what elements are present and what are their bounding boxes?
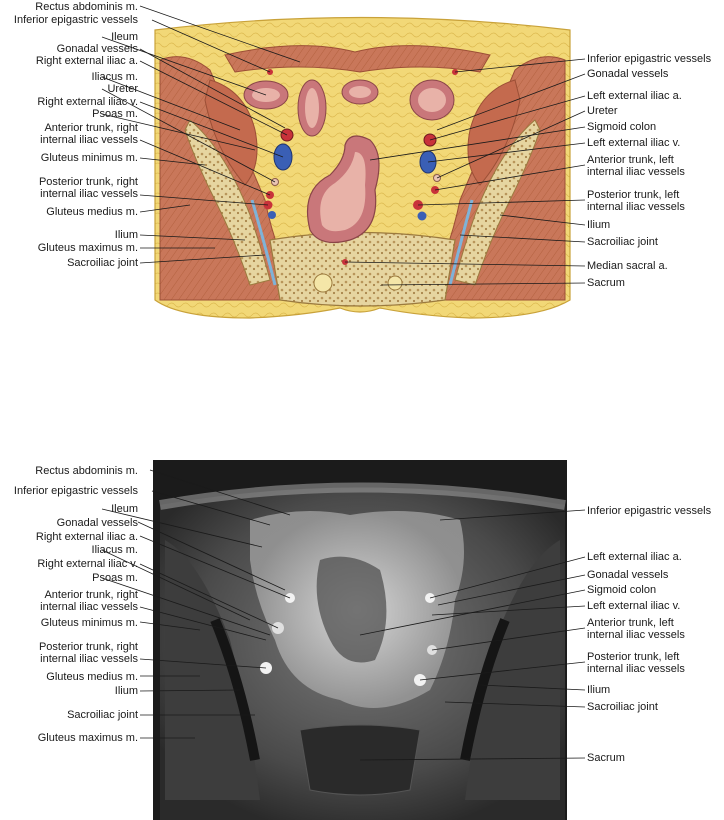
label-line: internal iliac vessels [587, 166, 685, 178]
label-rectus [35, 465, 138, 477]
label-l-ext-iliac-v [587, 600, 680, 612]
mri-left-labels [14, 465, 139, 744]
label-ant-trunk-r [40, 122, 138, 146]
mri-right-labels [587, 505, 712, 764]
label-r-ext-iliac-a [36, 55, 138, 67]
label-ilium [115, 685, 138, 697]
label-glut-min [41, 152, 138, 164]
label-ureter [107, 83, 138, 95]
mri-scan [14, 460, 712, 820]
label-post-trunk-r [39, 176, 139, 200]
label-line: Iliacus m. [91, 544, 138, 556]
label-sacrum [587, 752, 625, 764]
label-post-trunk-l [587, 189, 685, 213]
label-ant-trunk-l [587, 617, 685, 641]
label-line: Left external iliac v. [587, 600, 681, 612]
label-line: Gluteus minimus m. [40, 152, 138, 164]
label-line: Left external iliac v. [587, 137, 681, 149]
label-ureter-l [587, 105, 618, 117]
label-sigmoid [587, 584, 656, 596]
label-median-sacral [587, 260, 668, 272]
label-line: Right external iliac a. [35, 531, 138, 543]
label-line: Gonadal vessels [56, 517, 138, 529]
label-line: Psoas m. [92, 572, 138, 584]
label-line: Gonadal vessels [587, 68, 669, 80]
label-line: internal iliac vessels [40, 653, 138, 665]
label-line: Sacroiliac joint [67, 257, 138, 269]
label-si-joint [67, 709, 138, 721]
label-line: internal iliac vessels [40, 601, 138, 613]
label-ilium-l [587, 684, 610, 696]
label-psoas [92, 108, 138, 120]
label-line: Gonadal vessels [587, 569, 669, 581]
label-line: Ilium [587, 219, 611, 231]
label-line: Ileum [111, 503, 138, 515]
label-line: Posterior trunk, right [38, 641, 138, 653]
label-line: internal iliac vessels [40, 134, 138, 146]
label-line: internal iliac vessels [587, 663, 685, 675]
label-line: Ileum [111, 31, 138, 43]
label-glut-max [38, 732, 138, 744]
label-inf-epi [14, 14, 139, 26]
label-gonadal [57, 43, 139, 55]
label-line: Iliacus m. [91, 71, 138, 83]
label-si-joint-l [587, 701, 658, 713]
label-rectus [35, 1, 138, 13]
label-line: Inferior epigastric vessels [13, 485, 138, 497]
label-iliacus [92, 71, 138, 83]
label-line: Left external iliac a. [587, 551, 682, 563]
label-psoas [92, 572, 138, 584]
label-line: Sigmoid colon [587, 121, 657, 133]
label-line: Sigmoid colon [587, 584, 657, 596]
label-line: Gluteus medius m. [46, 206, 138, 218]
label-r-ext-iliac-a [36, 531, 138, 543]
right-posterior-vein [268, 211, 276, 219]
label-line: Right external iliac a. [35, 55, 138, 67]
label-line: Ureter [107, 83, 138, 95]
label-inf-epi-l [587, 505, 712, 517]
illustration-right-labels [587, 53, 712, 289]
label-line: Inferior epigastric vessels [587, 53, 712, 65]
label-line: Posterior trunk, left [587, 189, 680, 201]
label-line: Ilium [114, 685, 138, 697]
label-glut-med [46, 671, 138, 683]
label-sacrum [587, 277, 625, 289]
label-line: Gonadal vessels [56, 43, 138, 55]
label-line: Gluteus maximus m. [37, 732, 138, 744]
label-line: Ilium [114, 229, 138, 241]
label-line: Anterior trunk, right [44, 589, 138, 601]
left-posterior-vein [418, 212, 427, 221]
label-inf-epi [14, 485, 139, 497]
label-line: Posterior trunk, left [587, 651, 680, 663]
label-line: Ureter [587, 105, 618, 117]
label-line: internal iliac vessels [587, 629, 685, 641]
label-inf-epi-l [587, 53, 712, 65]
label-line: Sacroiliac joint [587, 236, 658, 248]
label-gonadal [57, 517, 139, 529]
label-line: Anterior trunk, left [587, 617, 674, 629]
label-l-ext-iliac-v [587, 137, 680, 149]
label-line: Rectus abdominis m. [35, 465, 138, 477]
label-line: Psoas m. [92, 108, 138, 120]
label-gonadal-l [587, 569, 669, 581]
label-si-joint-l [587, 236, 658, 248]
label-ilium-l [587, 219, 610, 231]
label-line: Sacrum [587, 277, 625, 289]
label-r-ext-iliac-v [37, 558, 138, 570]
label-line: Gluteus maximus m. [37, 242, 138, 254]
label-line: Inferior epigastric vessels [587, 505, 712, 517]
label-ilium [115, 229, 138, 241]
illustration-left-labels [14, 1, 139, 269]
label-ileum [111, 503, 138, 515]
label-line: Right external iliac v. [37, 558, 138, 570]
sacral-canal [314, 274, 332, 292]
label-line: Ilium [587, 684, 611, 696]
label-line: Sacroiliac joint [67, 709, 138, 721]
label-ant-trunk-r [40, 589, 138, 613]
label-glut-max [38, 242, 138, 254]
label-line: Right external iliac v. [37, 96, 138, 108]
label-line: Anterior trunk, right [44, 122, 138, 134]
label-glut-med [46, 206, 138, 218]
anatomical-illustration [14, 1, 712, 318]
label-line: Sacrum [587, 752, 625, 764]
label-glut-min [41, 617, 138, 629]
sacrum [270, 233, 455, 307]
label-ant-trunk-l [587, 154, 685, 178]
label-sigmoid [587, 121, 656, 133]
label-line: Sacroiliac joint [587, 701, 658, 713]
label-ileum [111, 31, 138, 43]
label-line: Posterior trunk, right [38, 176, 138, 188]
label-r-ext-iliac-v [37, 96, 138, 108]
label-l-ext-iliac-a [587, 90, 682, 102]
label-line: Median sacral a. [587, 260, 668, 272]
label-line: Anterior trunk, left [587, 154, 674, 166]
label-line: Inferior epigastric vessels [13, 14, 138, 26]
label-iliacus [92, 544, 138, 556]
label-line: Gluteus medius m. [46, 671, 138, 683]
label-l-ext-iliac-a [587, 551, 682, 563]
label-gonadal-l [587, 68, 669, 80]
label-si-joint [67, 257, 138, 269]
label-post-trunk-l [587, 651, 685, 675]
label-post-trunk-r [39, 641, 139, 665]
label-line: Rectus abdominis m. [35, 1, 138, 13]
label-line: internal iliac vessels [587, 201, 685, 213]
label-line: internal iliac vessels [40, 188, 138, 200]
sacral-foramen [388, 276, 402, 290]
label-line: Left external iliac a. [587, 90, 682, 102]
label-line: Gluteus minimus m. [40, 617, 138, 629]
